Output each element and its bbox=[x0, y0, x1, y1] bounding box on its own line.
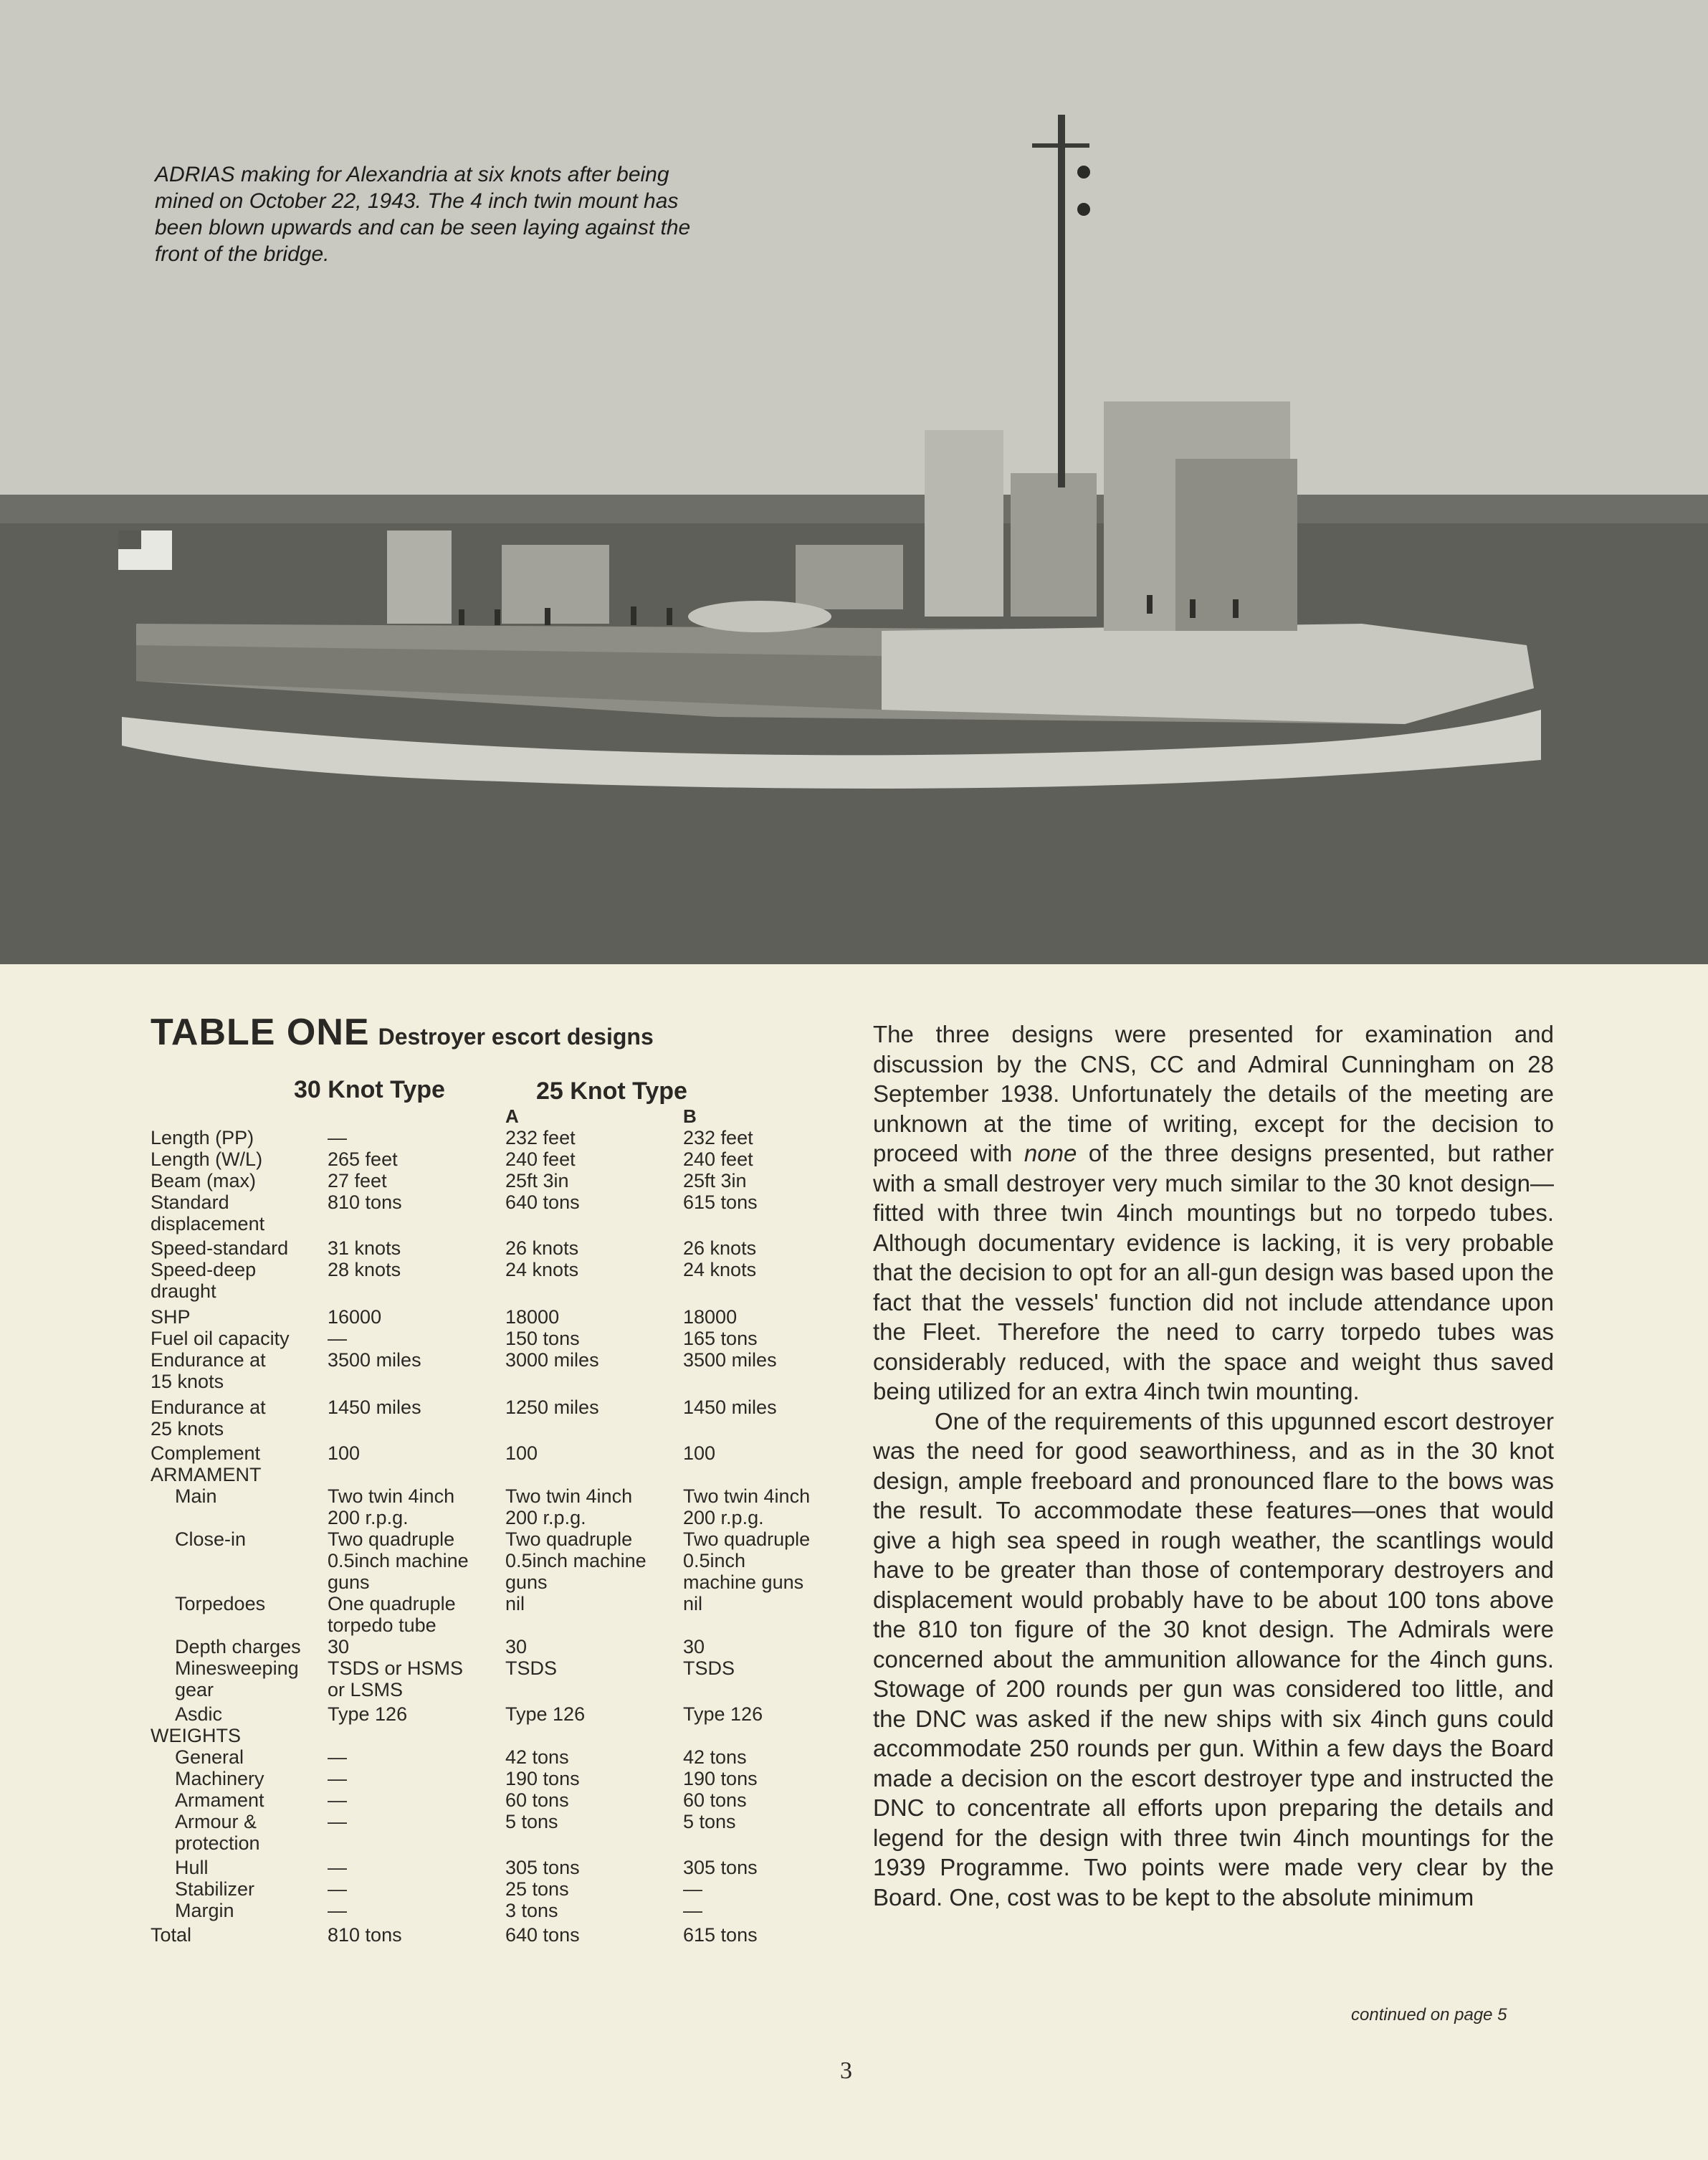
table-row bbox=[151, 1725, 848, 1746]
photo-caption: ADRIAS making for Alexandria at six knots after being mined on October 22, 1943. The 4 inch twin mount has been blown upwards and can be seen laying against the front of the bridge. bbox=[155, 163, 691, 266]
cell-25-knot-a: 640 tons bbox=[505, 1191, 580, 1213]
cell-25-knot-a: 18000 bbox=[505, 1306, 560, 1328]
cell-25-knot-a: 5 tons bbox=[505, 1811, 558, 1832]
cell-30-knot: — bbox=[328, 1789, 347, 1811]
row-label: Armament bbox=[175, 1789, 264, 1811]
table-row bbox=[151, 1328, 848, 1349]
cell-25-knot-b: 25ft 3in bbox=[683, 1170, 747, 1191]
cell-25-knot-b: 100 bbox=[683, 1442, 716, 1464]
cell-30-knot bbox=[328, 1464, 505, 1485]
header-25-knot: 25 Knot Type bbox=[536, 1077, 687, 1105]
row-label: Standard displacement bbox=[151, 1191, 265, 1234]
row-label: Close-in bbox=[175, 1528, 247, 1550]
cell-30-knot: 16000 bbox=[328, 1306, 382, 1328]
paragraph-1-start: The three designs were presented for examination and discussion by the CNS, CC and Admiral Cunningham on 28 September 1938. Unfortunately the details of the meeting are unknown at the time of writing, except for the decision to proceed with bbox=[873, 1021, 1554, 1166]
row-label: WEIGHTS bbox=[151, 1725, 241, 1746]
row-label: Beam (max) bbox=[151, 1170, 257, 1191]
row-label: Fuel oil capacity bbox=[151, 1328, 290, 1349]
ship-photograph bbox=[0, 0, 1708, 964]
row-label: Main bbox=[175, 1485, 217, 1507]
cell-25-knot-a: 190 tons bbox=[505, 1768, 580, 1789]
cell-30-knot: 810 tons bbox=[328, 1924, 402, 1946]
header-sub-b: B bbox=[683, 1105, 697, 1127]
cell-25-knot-a: 1250 miles bbox=[505, 1397, 599, 1418]
cell-25-knot-b: — bbox=[683, 1900, 702, 1921]
paragraph-1 bbox=[873, 1019, 1554, 1407]
table-row bbox=[151, 1768, 848, 1789]
cell-25-knot-b: 190 tons bbox=[683, 1768, 758, 1789]
table-row bbox=[151, 1900, 848, 1921]
cell-25-knot-b bbox=[683, 1725, 848, 1746]
cell-30-knot: Two quadruple 0.5inch machine guns bbox=[328, 1528, 469, 1593]
cell-25-knot-b: 5 tons bbox=[683, 1811, 736, 1832]
cell-25-knot-a: 3000 miles bbox=[505, 1349, 599, 1371]
row-label: Endurance at 25 knots bbox=[151, 1397, 266, 1440]
cell-25-knot-b: 305 tons bbox=[683, 1857, 758, 1878]
cell-25-knot-a: TSDS bbox=[505, 1657, 558, 1679]
cell-30-knot: — bbox=[328, 1768, 347, 1789]
cell-25-knot-a: 26 knots bbox=[505, 1237, 579, 1259]
table-row bbox=[151, 1349, 848, 1392]
cell-30-knot: Two twin 4inch 200 r.p.g. bbox=[328, 1485, 455, 1528]
cell-25-knot-a: 60 tons bbox=[505, 1789, 569, 1811]
cell-25-knot-b: 1450 miles bbox=[683, 1397, 777, 1418]
cell-30-knot: Type 126 bbox=[328, 1703, 408, 1725]
cell-30-knot: — bbox=[328, 1746, 347, 1768]
table-row bbox=[151, 1857, 848, 1878]
header-sub-a: A bbox=[505, 1105, 519, 1127]
cell-30-knot: 3500 miles bbox=[328, 1349, 421, 1371]
table-row bbox=[151, 1789, 848, 1811]
table-row bbox=[151, 1191, 848, 1234]
table-row bbox=[151, 1464, 848, 1485]
row-label: Depth charges bbox=[175, 1636, 301, 1657]
cell-25-knot-a: 640 tons bbox=[505, 1924, 580, 1946]
cell-25-knot-b: TSDS bbox=[683, 1657, 735, 1679]
cell-25-knot-b: 30 bbox=[683, 1636, 705, 1657]
cell-30-knot: 100 bbox=[328, 1442, 361, 1464]
cell-30-knot: One quadruple torpedo tube bbox=[328, 1593, 456, 1636]
cell-30-knot: 265 feet bbox=[328, 1148, 398, 1170]
cell-25-knot-a: Two twin 4inch 200 r.p.g. bbox=[505, 1485, 633, 1528]
cell-25-knot-a: 25ft 3in bbox=[505, 1170, 569, 1191]
cell-30-knot: TSDS or HSMS or LSMS bbox=[328, 1657, 464, 1700]
table-row bbox=[151, 1528, 848, 1593]
row-label: Total bbox=[151, 1924, 192, 1946]
row-label: Speed-deep draught bbox=[151, 1259, 257, 1302]
article-body bbox=[873, 1019, 1554, 1912]
cell-25-knot-a: 42 tons bbox=[505, 1746, 569, 1768]
row-label: Length (PP) bbox=[151, 1127, 254, 1148]
row-label: Minesweeping gear bbox=[175, 1657, 299, 1700]
table-row bbox=[151, 1657, 848, 1700]
table-row bbox=[151, 1485, 848, 1528]
paragraph-1-emphasis: none bbox=[1024, 1140, 1077, 1166]
table-row bbox=[151, 1593, 848, 1636]
cell-25-knot-b: 165 tons bbox=[683, 1328, 758, 1349]
cell-25-knot-a: 30 bbox=[505, 1636, 528, 1657]
table-row bbox=[151, 1127, 848, 1148]
cell-30-knot: — bbox=[328, 1811, 347, 1832]
table-row bbox=[151, 1259, 848, 1302]
cell-30-knot: 1450 miles bbox=[328, 1397, 421, 1418]
row-label: Machinery bbox=[175, 1768, 264, 1789]
table-title bbox=[151, 1011, 654, 1054]
paragraph-2: One of the requirements of this upgunned escort destroyer was the need for good seaworthiness, and as in the 30 knot design, ample freeboard and pronounced flare to the bows was the result. To accommodate these features—ones that would give a high sea speed in rough weather, the scantlings would have to be greater than those of contemporary destroyers and displacement would probably have to be about 100 tons above the 810 ton figure of the 30 knot design. The Admirals were concerned about the ammunition allowance for the 4inch guns. Stowage of 200 rounds per gun was considered too little, and the DNC was asked if the new ships with six 4inch guns could accommodate 250 rounds per gun. Within a few days the Board made a decision on the escort destroyer type and instructed the DNC to concentrate all efforts upon preparing the details and legend for the design with three twin 4inch mountings for the 1939 Programme. Two points were made very clear by the Board. One, cost was to be kept to the absolute minimum bbox=[873, 1407, 1554, 1911]
cell-25-knot-b: 615 tons bbox=[683, 1191, 758, 1213]
cell-25-knot-b: 60 tons bbox=[683, 1789, 747, 1811]
cell-25-knot-b bbox=[683, 1464, 848, 1485]
cell-25-knot-a bbox=[505, 1464, 683, 1485]
cell-25-knot-b: — bbox=[683, 1878, 702, 1900]
cell-30-knot: 28 knots bbox=[328, 1259, 401, 1280]
cell-25-knot-a: 100 bbox=[505, 1442, 538, 1464]
cell-25-knot-a: 240 feet bbox=[505, 1148, 576, 1170]
cell-30-knot: 31 knots bbox=[328, 1237, 401, 1259]
continued-note: continued on page 5 bbox=[1351, 2005, 1507, 2025]
row-label: Endurance at 15 knots bbox=[151, 1349, 266, 1392]
cell-25-knot-b: 3500 miles bbox=[683, 1349, 777, 1371]
page-number: 3 bbox=[840, 2057, 852, 2084]
table-row bbox=[151, 1924, 848, 1946]
cell-30-knot bbox=[328, 1725, 505, 1746]
table-row bbox=[151, 1878, 848, 1900]
cell-25-knot-a: Two quadruple 0.5inch machine guns bbox=[505, 1528, 647, 1593]
row-label: Stabilizer bbox=[175, 1878, 255, 1900]
cell-25-knot-b: 18000 bbox=[683, 1306, 738, 1328]
cell-25-knot-b: 615 tons bbox=[683, 1924, 758, 1946]
row-label: Length (W/L) bbox=[151, 1148, 263, 1170]
table-row bbox=[151, 1397, 848, 1440]
table-row bbox=[151, 1237, 848, 1259]
cell-30-knot: — bbox=[328, 1127, 347, 1148]
paragraph-1-end: of the three designs presented, but rather with a small destroyer very much similar to the 30 knot design—fitted with three twin 4inch mountings but no torpedo tubes. Although documentary evidence is lacking, it is very probable that the decision to opt for an all-gun design was based upon the fact that the vessels' function did not include attendance upon the Fleet. Therefore the need to carry torpedo tubes was considerably reduced, with the space and weight thus saved being utilized for an extra 4inch twin mounting. bbox=[873, 1140, 1554, 1404]
cell-25-knot-b: Type 126 bbox=[683, 1703, 763, 1725]
cell-25-knot-b: Two twin 4inch 200 r.p.g. bbox=[683, 1485, 811, 1528]
row-label: Speed-standard bbox=[151, 1237, 289, 1259]
row-label: Asdic bbox=[175, 1703, 223, 1725]
cell-25-knot-a: 305 tons bbox=[505, 1857, 580, 1878]
table-row bbox=[151, 1811, 848, 1854]
table-row bbox=[151, 1636, 848, 1657]
cell-25-knot-b: 24 knots bbox=[683, 1259, 757, 1280]
cell-30-knot: 810 tons bbox=[328, 1191, 402, 1213]
cell-25-knot-a: Type 126 bbox=[505, 1703, 586, 1725]
table-title-main: TABLE ONE bbox=[151, 1012, 370, 1053]
cell-30-knot: — bbox=[328, 1857, 347, 1878]
cell-25-knot-b: 26 knots bbox=[683, 1237, 757, 1259]
cell-25-knot-a: 3 tons bbox=[505, 1900, 558, 1921]
row-label: Torpedoes bbox=[175, 1593, 266, 1614]
spec-table bbox=[151, 1127, 848, 1946]
cell-25-knot-a: 150 tons bbox=[505, 1328, 580, 1349]
row-label: ARMAMENT bbox=[151, 1464, 262, 1485]
row-label: Hull bbox=[175, 1857, 209, 1878]
header-30-knot: 30 Knot Type bbox=[294, 1076, 445, 1103]
cell-25-knot-a: 232 feet bbox=[505, 1127, 576, 1148]
cell-25-knot-b: 240 feet bbox=[683, 1148, 753, 1170]
cell-30-knot: 30 bbox=[328, 1636, 350, 1657]
cell-25-knot-b: nil bbox=[683, 1593, 703, 1614]
cell-30-knot: — bbox=[328, 1328, 347, 1349]
row-label: Armour & protection bbox=[175, 1811, 260, 1854]
row-label: General bbox=[175, 1746, 244, 1768]
table-row bbox=[151, 1703, 848, 1725]
row-label: Margin bbox=[175, 1900, 234, 1921]
table-row bbox=[151, 1442, 848, 1464]
cell-25-knot-b: 42 tons bbox=[683, 1746, 747, 1768]
table-row bbox=[151, 1306, 848, 1328]
cell-30-knot: — bbox=[328, 1900, 347, 1921]
ship-illustration bbox=[0, 0, 1708, 964]
row-label: Complement bbox=[151, 1442, 261, 1464]
table-row bbox=[151, 1746, 848, 1768]
table-row bbox=[151, 1170, 848, 1191]
cell-30-knot: — bbox=[328, 1878, 347, 1900]
table-title-sub: Destroyer escort designs bbox=[378, 1024, 654, 1050]
cell-25-knot-a: 24 knots bbox=[505, 1259, 579, 1280]
cell-30-knot: 27 feet bbox=[328, 1170, 387, 1191]
cell-25-knot-b: 232 feet bbox=[683, 1127, 753, 1148]
cell-25-knot-a: 25 tons bbox=[505, 1878, 569, 1900]
cell-25-knot-b: Two quadruple 0.5inch machine guns bbox=[683, 1528, 811, 1593]
cell-25-knot-a bbox=[505, 1725, 683, 1746]
row-label: SHP bbox=[151, 1306, 191, 1328]
table-row bbox=[151, 1148, 848, 1170]
cell-25-knot-a: nil bbox=[505, 1593, 525, 1614]
